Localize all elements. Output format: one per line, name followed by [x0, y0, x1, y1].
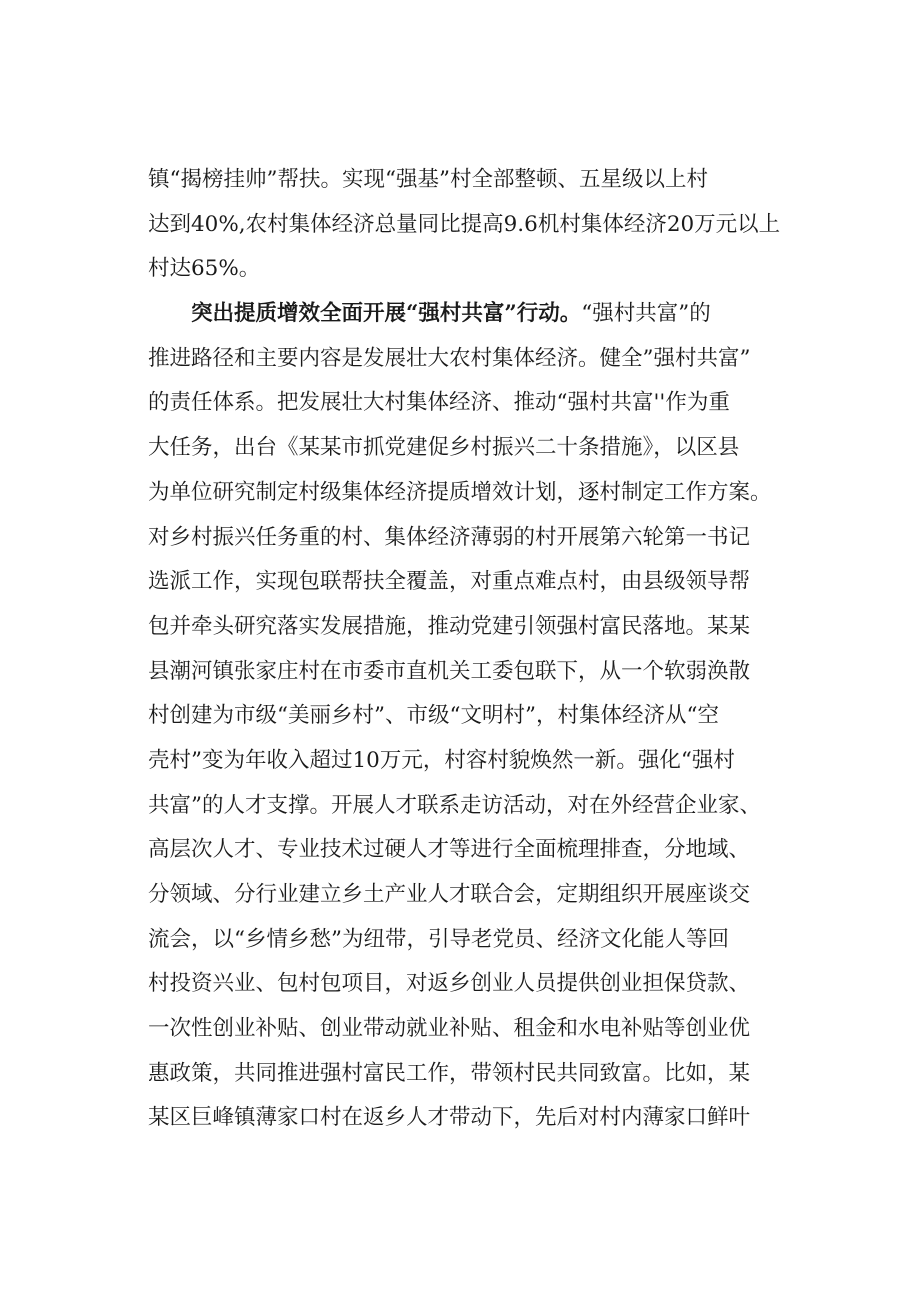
text-line: 包并牵头研究落实发展措施，推动党建引领强村富民落地。某某 [148, 613, 751, 639]
text-line: 流会，以“乡情乡愁”为纽带，引导老党员、经济文化能人等回 [148, 926, 729, 952]
text-line: 推进路径和主要内容是发展壮大农村集体经济。健全”强村共富” [148, 345, 751, 371]
text-line: 镇“揭榜挂帅”帮扶。实现“强基”村全部整顿、五星级以上村 [148, 167, 708, 192]
paragraph-1 [148, 158, 828, 292]
text-line: 村创建为市级“美丽乡村”、市级“文明村”，村集体经济从“空 [148, 703, 719, 729]
text-line: 分领域、分行业建立乡土产业人才联合会，定期组织开展座谈交 [148, 882, 751, 907]
text-line: 选派工作，实现包联帮扶全覆盖，对重点难点村，由县级领导帮 [148, 569, 751, 595]
text-line: 村投资兴业、包村包项目，对返乡创业人员提供创业担保贷款、 [148, 971, 751, 997]
text-line: 高层次人才、专业技术过硬人才等进行全面梳理排查，分地域、 [148, 837, 751, 863]
text-line: 村达65%。 [148, 256, 261, 282]
body-text [148, 158, 828, 1141]
paragraph-lead-line [148, 292, 828, 337]
text-line: 某区巨峰镇薄家口村在返乡人才带动下，先后对村内薄家口鲜叶 [148, 1105, 751, 1131]
text-line: 的责任体系。把发展壮大村集体经济、推动“强村共富''作为重 [148, 390, 730, 416]
text-line: 惠政策，共同推进强村富民工作，带领村民共同致富。比如，某 [148, 1060, 751, 1086]
paragraph-heading: 突出提质增效全面开展“强村共富”行动。 [191, 301, 582, 327]
text-line: 共富”的人才支撑。开展人才联系走访活动，对在外经营企业家、 [148, 792, 761, 818]
text-line: 为单位研究制定村级集体经济提质增效计划，逐村制定工作方案。 [148, 479, 772, 505]
text-line: 对乡村振兴任务重的村、集体经济薄弱的村开展第六轮第一书记 [148, 524, 751, 550]
text-line: 达到40%,农村集体经济总量同比提高9.6机村集体经济20万元以上 [148, 211, 781, 237]
text-line: 大任务，出台《某某市抓党建促乡村振兴二十条措施》，以区县 [148, 435, 740, 461]
text-line: 县潮河镇张家庄村在市委市直机关工委包联下，从一个软弱涣散 [148, 658, 751, 684]
text-line: 一次性创业补贴、创业带动就业补贴、租金和水电补贴等创业优 [148, 1016, 751, 1042]
text-span: “强村共富”的 [581, 301, 711, 327]
paragraph-2 [148, 292, 828, 1141]
text-line: 壳村”变为年收入超过10万元，村容村貌焕然一新。强化“强村 [148, 747, 735, 773]
